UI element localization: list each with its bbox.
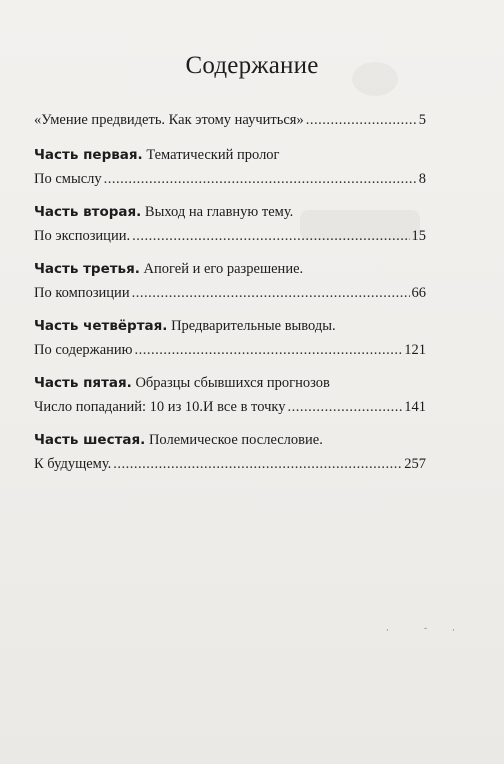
- dot-leader: [287, 395, 402, 419]
- dot-leader: [306, 108, 417, 132]
- page-number: 121: [404, 342, 426, 358]
- page-number: 5: [418, 112, 426, 128]
- page-number: 141: [404, 399, 426, 415]
- part-subtitle: Полемическое послесловие.: [148, 432, 323, 448]
- part-heading: [34, 200, 426, 224]
- toc-entry-text: «Умение предвидеть. Как этому научиться»: [34, 112, 304, 128]
- toc-entry-part-6[interactable]: [34, 428, 426, 476]
- part-label: Часть вторая.: [34, 204, 142, 220]
- part-subtitle: Тематический пролог: [146, 147, 280, 163]
- toc-entry-part-2[interactable]: [34, 200, 426, 248]
- toc-line: [34, 167, 426, 191]
- toc-entry-part-5[interactable]: [34, 371, 426, 419]
- page-number: 66: [411, 285, 426, 301]
- part-subtitle: Апогей и его разрешение.: [143, 261, 304, 277]
- dot-leader: [132, 281, 410, 305]
- toc-line: [34, 224, 426, 248]
- part-subtitle: Выход на главную тему.: [144, 204, 294, 220]
- section-title: По композиции: [34, 285, 130, 301]
- dot-leader: [104, 167, 417, 191]
- toc-line: [34, 338, 426, 362]
- part-label: Часть пятая.: [34, 375, 132, 391]
- part-heading: [34, 143, 426, 167]
- section-title: По экспозиции.: [34, 228, 131, 244]
- speck-mark: ·: [386, 626, 389, 636]
- toc-line: [34, 395, 426, 419]
- dot-leader: [134, 338, 402, 362]
- toc-entry-part-1[interactable]: [34, 143, 426, 191]
- dot-leader: [113, 452, 402, 476]
- page-number: 8: [418, 171, 426, 187]
- toc-entry-intro[interactable]: [34, 108, 426, 132]
- part-heading: [34, 314, 426, 338]
- section-title: По содержанию: [34, 342, 133, 358]
- page-number: 257: [404, 456, 426, 472]
- page-number: 15: [411, 228, 426, 244]
- part-label: Часть шестая.: [34, 432, 146, 448]
- speck-mark: ·: [452, 626, 455, 636]
- toc-entry-part-4[interactable]: [34, 314, 426, 362]
- page-title: Содержание: [185, 52, 319, 79]
- table-of-contents: [34, 108, 426, 485]
- part-label: Часть четвёртая.: [34, 318, 168, 334]
- part-subtitle: Предварительные выводы.: [171, 318, 336, 334]
- part-heading: [34, 371, 426, 395]
- section-title: К будущему.: [34, 456, 112, 472]
- section-title: По смыслу: [34, 171, 102, 187]
- toc-line: [34, 281, 426, 305]
- dot-leader: [132, 224, 409, 248]
- toc-line: [34, 108, 426, 132]
- part-subtitle: Образцы сбывшихся прогнозов: [135, 375, 330, 391]
- toc-line: [34, 452, 426, 476]
- part-heading: [34, 257, 426, 281]
- part-label: Часть первая.: [34, 147, 143, 163]
- toc-entry-part-3[interactable]: [34, 257, 426, 305]
- part-heading: [34, 428, 426, 452]
- speck-mark: -: [424, 624, 428, 634]
- section-title: Число попаданий: 10 из 10.И все в точку: [34, 399, 286, 415]
- part-label: Часть третья.: [34, 261, 140, 277]
